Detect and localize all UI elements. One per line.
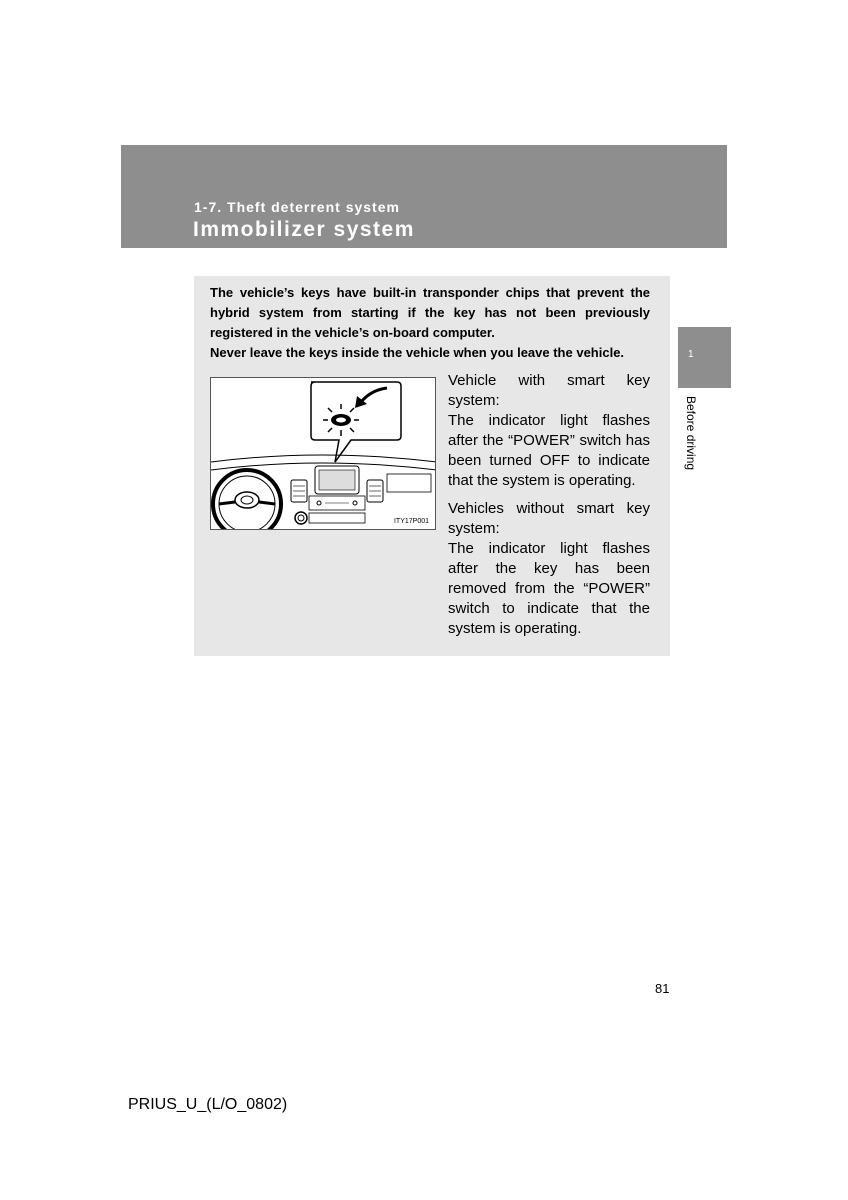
content-box <box>194 276 670 656</box>
dashboard-illustration <box>210 377 436 530</box>
page-title: Immobilizer system <box>193 218 415 241</box>
section-label: 1-7. Theft deterrent system <box>194 199 400 215</box>
explanation-text <box>448 371 650 647</box>
intro-notice <box>210 283 650 363</box>
page-number: 81 <box>655 981 670 996</box>
intro-line: Never leave the keys inside the vehicle when you leave the vehicle. <box>210 345 625 360</box>
chapter-header-band <box>121 145 727 248</box>
no-smart-key-text: The indicator light flashes after the key has been removed from the “POWER” switch to indicate that the system is operating. <box>448 540 650 637</box>
chapter-tab-number: 1 <box>688 349 694 360</box>
document-code: PRIUS_U_(L/O_0802) <box>128 1096 288 1113</box>
intro-line: The vehicle’s keys have built-in transponder chips that prevent the hybrid system from starting if the key has not been previously registered in the vehicle’s on-board computer. <box>210 285 650 340</box>
smart-key-heading: Vehicle with smart key system: <box>448 372 650 409</box>
chapter-tab-label: Before driving <box>684 396 698 471</box>
no-smart-key-heading: Vehicles without smart key system: <box>448 500 650 537</box>
smart-key-paragraph <box>448 371 650 491</box>
figure-id: ITY17P001 <box>393 518 429 525</box>
smart-key-text: The indicator light flashes after the “POWER” switch has been turned OFF to indicate that the system is operating. <box>448 412 650 489</box>
dashboard-drawing <box>211 378 436 530</box>
no-smart-key-paragraph <box>448 499 650 639</box>
chapter-tab <box>678 327 731 388</box>
